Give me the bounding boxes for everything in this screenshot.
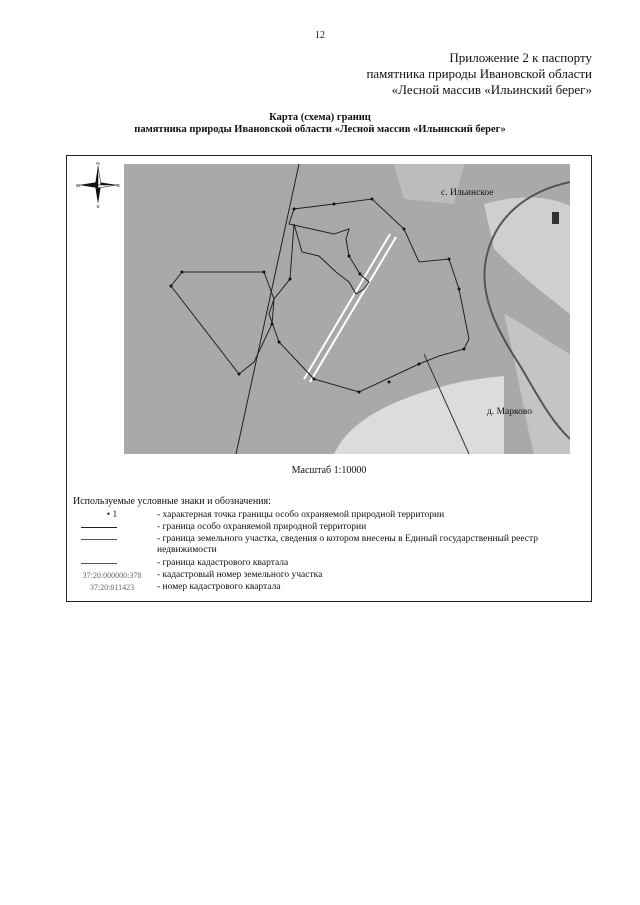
compass-w: W [76,183,81,188]
annex-line-1: Приложение 2 к паспорту [449,50,592,65]
annex-line-2: памятника природы Ивановской области [366,66,592,81]
map-title [0,112,640,136]
legend-symbol-point: • 1 [106,510,118,520]
legend-symbol-line [81,563,117,564]
legend-symbol-code: 37:20:011423 [89,583,135,592]
legend-text: - граница кадастрового квартала [157,558,289,568]
place-label-ilyinskoe: с. Ильинское [441,188,494,198]
legend-title: Используемые условные знаки и обозначения: [73,496,271,507]
map-title-line-2: памятника природы Ивановской области «Лесной массив «Ильинский берег» [134,124,506,135]
compass-n: N [96,162,100,166]
legend-text: - граница земельного участка, сведения о котором внесены в Единый государственный реестр недвижимости [157,534,539,555]
compass-s: S [96,204,100,208]
map-image [124,164,570,454]
legend-symbol-code: 37:20:000000:378 [82,571,142,580]
place-label-markovo: д. Марково [487,407,533,417]
legend-text: - номер кадастрового квартала [157,582,281,592]
map-scale: Масштаб 1:10000 [291,465,367,476]
legend-symbol-line [81,539,117,540]
legend-text: - характерная точка границы особо охраняемой природной территории [157,510,445,520]
legend-symbol-line [81,527,117,528]
compass-rose-icon [75,162,121,208]
map-frame [66,155,592,602]
annex-line-3: «Лесной массив «Ильинский берег» [391,82,592,97]
map-title-line-1: Карта (схема) границ [269,112,371,123]
legend-text: - граница особо охраняемой природной территории [157,522,367,532]
legend-text: - кадастровый номер земельного участка [157,570,323,580]
compass-e: E [117,183,121,188]
page-number: 12 [315,30,325,41]
annex-header [366,50,592,98]
